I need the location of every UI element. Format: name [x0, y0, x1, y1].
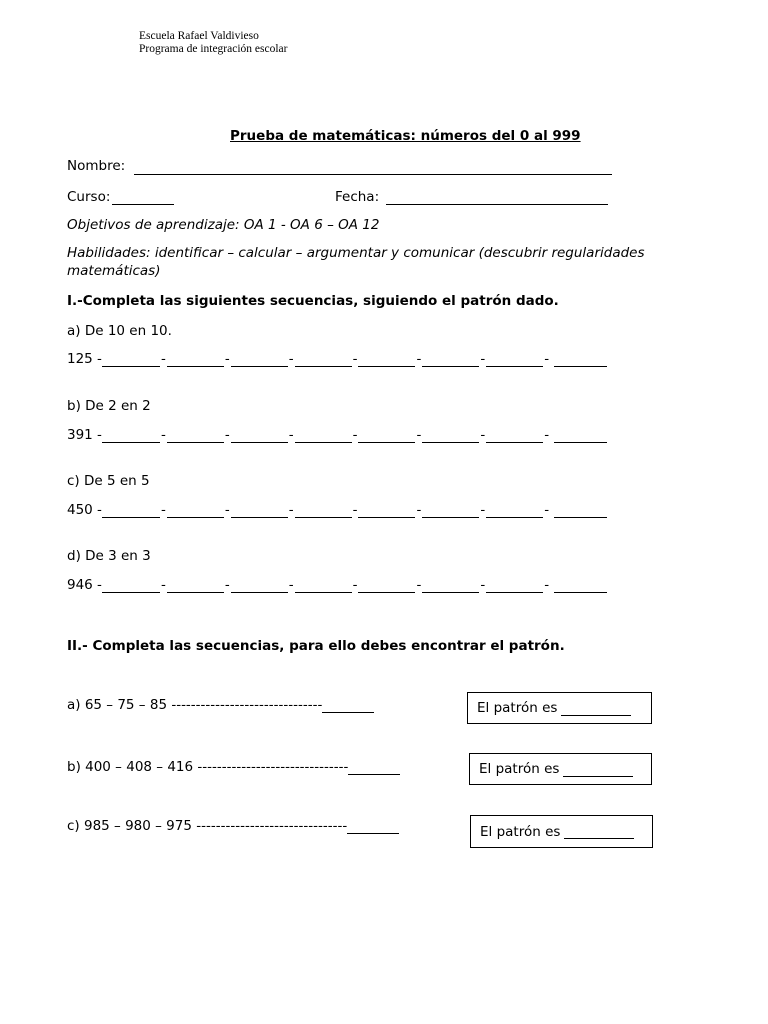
- pattern-b-box: [469, 753, 652, 785]
- sequence-d-blank[interactable]: [295, 578, 352, 593]
- sequence-a-blank[interactable]: [102, 352, 160, 367]
- sequence-c-blank[interactable]: [295, 503, 352, 518]
- pattern-c-row: [67, 818, 399, 834]
- sequence-b-blank[interactable]: [167, 428, 224, 443]
- sequence-a-blank[interactable]: [486, 352, 543, 367]
- sequence-c-blank[interactable]: [231, 503, 288, 518]
- program-name: Programa de integración escolar: [139, 43, 288, 55]
- pattern-c-box-blank[interactable]: [564, 824, 634, 839]
- section-1-heading: I.-Completa las siguientes secuencias, siguiendo el patrón dado.: [67, 293, 559, 309]
- page-title: Prueba de matemáticas: números del 0 al 999: [230, 128, 581, 144]
- sequence-a-start: 125 -: [67, 351, 102, 367]
- sequence-d-blank[interactable]: [554, 578, 607, 593]
- pattern-c-box: [470, 815, 653, 848]
- sequence-c-blank[interactable]: [486, 503, 543, 518]
- pattern-a-box: [467, 692, 652, 724]
- pattern-a-box-blank[interactable]: [561, 701, 631, 716]
- sequence-c-blank[interactable]: [358, 503, 415, 518]
- sequence-b-blank[interactable]: [554, 428, 607, 443]
- skills-line-1: Habilidades: identificar – calcular – argumentar y comunicar (descubrir regularidades: [67, 245, 645, 261]
- pattern-c-box-label: El patrón es: [480, 823, 561, 840]
- sequence-c-blank[interactable]: [167, 503, 224, 518]
- sequence-a-blank[interactable]: [422, 352, 479, 367]
- sequence-a-blank[interactable]: [167, 352, 224, 367]
- sequence-c-blank[interactable]: [102, 503, 160, 518]
- sequence-d-start: 946 -: [67, 577, 102, 593]
- objectives-text: Objetivos de aprendizaje: OA 1 - OA 6 – OA 12: [67, 217, 380, 233]
- date-label: Fecha:: [335, 189, 380, 205]
- sequence-c-label: c) De 5 en 5: [67, 473, 150, 489]
- sequence-a-label: a) De 10 en 10.: [67, 323, 172, 339]
- sequence-d-row: 946 - - - - - - - -: [67, 577, 607, 593]
- sequence-d-blank[interactable]: [102, 578, 160, 593]
- date-field[interactable]: [386, 189, 608, 205]
- sequence-a-blank[interactable]: [295, 352, 352, 367]
- pattern-a-box-label: El patrón es: [477, 700, 558, 716]
- sequence-d-blank[interactable]: [486, 578, 543, 593]
- pattern-a-row: [67, 697, 374, 713]
- skills-line-2: matemáticas): [67, 263, 161, 279]
- pattern-c-answer-blank[interactable]: [347, 819, 399, 834]
- sequence-b-label: b) De 2 en 2: [67, 398, 151, 414]
- sequence-a-blank[interactable]: [358, 352, 415, 367]
- pattern-a-answer-blank[interactable]: [322, 698, 374, 713]
- sequence-d-blank[interactable]: [167, 578, 224, 593]
- sequence-b-start: 391 -: [67, 427, 102, 443]
- pattern-c-sequence: c) 985 – 980 – 975 -------------------------------: [67, 818, 348, 834]
- sequence-d-blank[interactable]: [231, 578, 288, 593]
- sequence-b-blank[interactable]: [358, 428, 415, 443]
- section-2-heading: II.- Completa las secuencias, para ello debes encontrar el patrón.: [67, 638, 565, 654]
- sequence-b-blank[interactable]: [102, 428, 160, 443]
- sequence-d-blank[interactable]: [422, 578, 479, 593]
- pattern-b-answer-blank[interactable]: [348, 760, 400, 775]
- pattern-a-sequence: a) 65 – 75 – 85 -------------------------------: [67, 697, 323, 713]
- sequence-d-label: d) De 3 en 3: [67, 548, 151, 564]
- sequence-a-blank[interactable]: [554, 352, 607, 367]
- course-label: Curso:: [67, 189, 111, 205]
- school-name: Escuela Rafael Valdivieso: [139, 30, 259, 42]
- name-field[interactable]: [134, 158, 612, 175]
- sequence-c-blank[interactable]: [554, 503, 607, 518]
- sequence-c-start: 450 -: [67, 502, 102, 518]
- sequence-b-blank[interactable]: [486, 428, 543, 443]
- name-label: Nombre:: [67, 158, 126, 174]
- sequence-d-blank[interactable]: [358, 578, 415, 593]
- sequence-c-blank[interactable]: [422, 503, 479, 518]
- sequence-b-row: 391 - - - - - - - -: [67, 427, 607, 443]
- sequence-a-blank[interactable]: [231, 352, 288, 367]
- sequence-b-blank[interactable]: [422, 428, 479, 443]
- sequence-c-row: 450 - - - - - - - -: [67, 502, 607, 518]
- sequence-b-blank[interactable]: [231, 428, 288, 443]
- pattern-b-sequence: b) 400 – 408 – 416 -------------------------------: [67, 759, 349, 775]
- pattern-b-box-label: El patrón es: [479, 761, 560, 777]
- course-field[interactable]: [112, 189, 174, 205]
- sequence-b-blank[interactable]: [295, 428, 352, 443]
- sequence-a-row: 125 - - - - - - - -: [67, 351, 607, 367]
- pattern-b-row: [67, 759, 400, 775]
- pattern-b-box-blank[interactable]: [563, 762, 633, 777]
